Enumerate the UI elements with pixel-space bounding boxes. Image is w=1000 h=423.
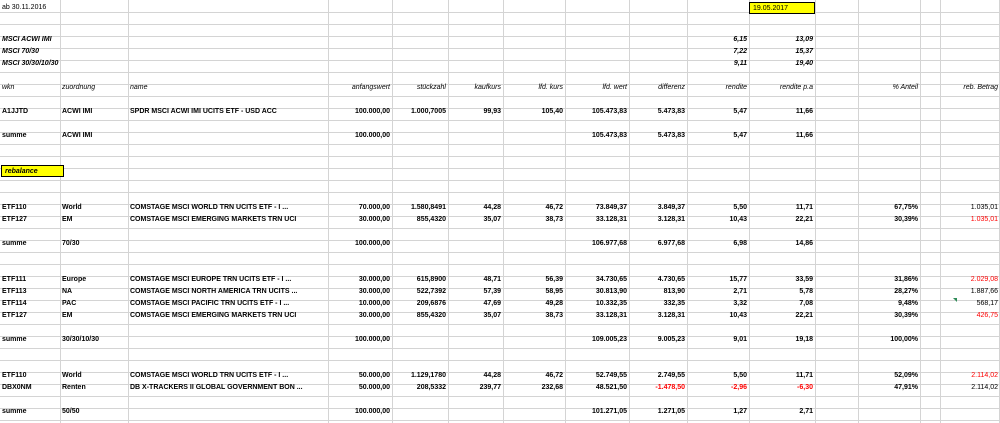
- cell-reb-betrag[interactable]: [940, 406, 1000, 418]
- cell-lfd-kurs[interactable]: [503, 406, 565, 418]
- cell-lfd-kurs[interactable]: [503, 130, 565, 142]
- cell-kaufkurs[interactable]: 35,07: [483, 312, 501, 319]
- grid-row-line: [0, 144, 1000, 145]
- cell-name[interactable]: COMSTAGE MSCI EMERGING MARKETS TRN UCI: [130, 312, 297, 319]
- cell-wkn[interactable]: ETF110: [2, 204, 27, 211]
- cell-lfd-wert[interactable]: 33.128,31: [595, 312, 627, 319]
- cell-wkn[interactable]: A1JJTD: [2, 108, 29, 115]
- header-reb-betrag[interactable]: reb. Betrag: [963, 84, 998, 91]
- cell-reb-betrag[interactable]: [940, 130, 1000, 142]
- grid-row-line: [0, 264, 1000, 265]
- cell-rendite[interactable]: 1,27: [733, 408, 747, 415]
- cell-kaufkurs[interactable]: 48,71: [483, 276, 501, 283]
- cell-differenz[interactable]: 9.005,23: [657, 336, 685, 343]
- cell-rendite[interactable]: 5,50: [733, 372, 747, 379]
- cell-kaufkurs[interactable]: 47,69: [483, 300, 501, 307]
- cell-anteil[interactable]: [858, 406, 920, 418]
- comment-indicator-icon[interactable]: [953, 298, 957, 302]
- table-row: [0, 274, 1000, 286]
- cell-reb-betrag[interactable]: [940, 238, 1000, 250]
- cell-rendite[interactable]: 15,77: [729, 276, 747, 283]
- msci-label[interactable]: MSCI 70/30: [2, 48, 39, 55]
- cell-lfd-kurs[interactable]: 46,72: [545, 204, 563, 211]
- msci-rendite[interactable]: 6,15: [733, 36, 747, 43]
- cell-reb-betrag[interactable]: 2.114,02: [971, 372, 998, 379]
- header-wkn[interactable]: wkn: [2, 84, 15, 91]
- cell-stueckzahl[interactable]: 1.580,8491: [410, 204, 446, 211]
- cell-rendite-pa[interactable]: 2,71: [799, 408, 813, 415]
- cell-anfangswert[interactable]: 70.000,00: [358, 204, 390, 211]
- cell-lfd-wert[interactable]: 48.521,50: [595, 384, 627, 391]
- header-anfangswert[interactable]: anfangswert: [351, 84, 390, 91]
- cell-name[interactable]: [128, 130, 328, 142]
- cell-stueckzahl[interactable]: 1.000,7005: [410, 108, 446, 115]
- cell-anteil[interactable]: [858, 106, 920, 118]
- cell-rendite[interactable]: 2,71: [733, 288, 747, 295]
- grid-row-line: [0, 72, 1000, 73]
- cell-reb-betrag[interactable]: [940, 334, 1000, 346]
- cell-differenz[interactable]: 1.271,05: [657, 408, 685, 415]
- cell-zuordnung[interactable]: 50/50: [62, 408, 80, 415]
- cell-zuordnung[interactable]: EM: [62, 312, 73, 319]
- cell-zuordnung[interactable]: PAC: [62, 300, 77, 307]
- cell-kaufkurs[interactable]: 57,39: [483, 288, 501, 295]
- cell-rendite-pa[interactable]: 11,71: [795, 372, 813, 379]
- table-row: [0, 310, 1000, 322]
- cell-lfd-wert[interactable]: 33.128,31: [595, 216, 627, 223]
- msci-label[interactable]: MSCI ACWI IMI: [2, 36, 52, 43]
- cell-anteil[interactable]: 30,39%: [894, 312, 918, 319]
- header-rendite-pa[interactable]: rendite p.a: [779, 84, 813, 91]
- cell-lfd-kurs[interactable]: 105,40: [541, 108, 563, 115]
- cell-lfd-wert[interactable]: 109.005,23: [591, 336, 627, 343]
- header-lfd-kurs[interactable]: lfd. kurs: [538, 84, 563, 91]
- cell-stueckzahl[interactable]: 615,8900: [416, 276, 446, 283]
- cell-zuordnung[interactable]: World: [62, 204, 82, 211]
- msci-rendite[interactable]: 7,22: [733, 48, 747, 55]
- header-kaufkurs[interactable]: kaufkurs: [474, 84, 501, 91]
- grid-row-line: [0, 252, 1000, 253]
- row-top: [0, 2, 1000, 14]
- cell-zuordnung[interactable]: Europe: [62, 276, 87, 283]
- header-rendite[interactable]: rendite: [725, 84, 747, 91]
- cell-anfangswert[interactable]: 30.000,00: [358, 312, 390, 319]
- grid-row-line: [0, 180, 1000, 181]
- cell-name[interactable]: COMSTAGE MSCI PACIFIC TRN UCITS ETF - I ...: [130, 300, 290, 307]
- grid-row-line: [0, 96, 1000, 97]
- cell-rendite-pa[interactable]: -6,30: [797, 384, 813, 391]
- cell-lfd-kurs[interactable]: 46,72: [545, 372, 563, 379]
- cell-lfd-wert[interactable]: 10.332,35: [595, 300, 627, 307]
- summe-row: [0, 130, 1000, 142]
- cell-rendite[interactable]: 5,47: [733, 108, 747, 115]
- cell-name[interactable]: COMSTAGE MSCI EUROPE TRN UCITS ETF - I ...: [130, 276, 292, 283]
- rebalance-row: [0, 165, 1000, 177]
- cell-rendite[interactable]: 10,43: [729, 216, 747, 223]
- cell-differenz[interactable]: 813,90: [663, 288, 685, 295]
- msci-rendite[interactable]: 9,11: [733, 60, 747, 67]
- cell-rendite-pa[interactable]: 14,86: [795, 240, 813, 247]
- cell-differenz[interactable]: 5.473,83: [657, 108, 685, 115]
- cell-differenz[interactable]: 3.128,31: [657, 312, 685, 319]
- cell-rendite[interactable]: 10,43: [729, 312, 747, 319]
- cell-anfangswert[interactable]: 100.000,00: [354, 240, 390, 247]
- cell-kaufkurs[interactable]: [448, 130, 503, 142]
- cell-differenz[interactable]: 332,35: [663, 300, 685, 307]
- cell-kaufkurs[interactable]: [448, 238, 503, 250]
- cell-name[interactable]: [128, 406, 328, 418]
- cell-lfd-wert[interactable]: 105.473,83: [591, 108, 627, 115]
- cell-rendite-pa[interactable]: 19,18: [795, 336, 813, 343]
- cell-name[interactable]: COMSTAGE MSCI WORLD TRN UCITS ETF - I ...: [130, 372, 289, 379]
- cell-kaufkurs[interactable]: [448, 334, 503, 346]
- cell-lfd-wert[interactable]: 52.749,55: [595, 372, 627, 379]
- grid-row-line: [0, 348, 1000, 349]
- cell-zuordnung[interactable]: ACWI IMI: [62, 108, 93, 115]
- table-row: [0, 370, 1000, 382]
- cell-reb-betrag[interactable]: 426,75: [976, 312, 998, 319]
- cell-kaufkurs[interactable]: 99,93: [483, 108, 501, 115]
- cell-name[interactable]: COMSTAGE MSCI WORLD TRN UCITS ETF - I ...: [130, 204, 289, 211]
- cell-rendite[interactable]: 6,98: [733, 240, 747, 247]
- cell-lfd-wert[interactable]: 106.977,68: [591, 240, 627, 247]
- cell-wkn[interactable]: ETF113: [2, 288, 27, 295]
- cell-wkn[interactable]: ETF111: [2, 276, 27, 283]
- cell-anteil[interactable]: 100,00%: [890, 336, 918, 343]
- header-stueckzahl[interactable]: stückzahl: [416, 84, 446, 91]
- header-differenz[interactable]: differenz: [658, 84, 685, 91]
- grid-row-line: [0, 360, 1000, 361]
- cell-lfd-kurs[interactable]: 232,68: [541, 384, 563, 391]
- cell-stueckzahl[interactable]: 855,4320: [416, 216, 446, 223]
- cell-zuordnung[interactable]: NA: [62, 288, 73, 295]
- header-row: [0, 82, 1000, 94]
- cell-lfd-kurs[interactable]: [503, 334, 565, 346]
- cell-anteil[interactable]: 30,39%: [894, 216, 918, 223]
- grid-row-line: [0, 192, 1000, 193]
- cell-lfd-wert[interactable]: 30.813,90: [595, 288, 627, 295]
- cell-reb-betrag[interactable]: 568,17: [976, 300, 998, 307]
- cell-differenz[interactable]: 3.849,37: [657, 204, 685, 211]
- cell-name[interactable]: COMSTAGE MSCI EMERGING MARKETS TRN UCI: [130, 216, 297, 223]
- cell-rendite[interactable]: 5,47: [733, 132, 747, 139]
- cell-anteil[interactable]: 67,75%: [894, 204, 918, 211]
- grid-row-line: [0, 396, 1000, 397]
- cell-wkn[interactable]: DBX0NM: [2, 384, 32, 391]
- cell-lfd-kurs[interactable]: 49,28: [545, 300, 563, 307]
- cell-zuordnung[interactable]: 70/30: [62, 240, 80, 247]
- cell-zuordnung[interactable]: EM: [62, 216, 73, 223]
- cell-zuordnung[interactable]: Renten: [62, 384, 86, 391]
- cell-stueckzahl[interactable]: 1.129,1780: [410, 372, 446, 379]
- msci-rendite-pa[interactable]: 19,40: [795, 60, 813, 67]
- cell-anfangswert[interactable]: 30.000,00: [358, 276, 390, 283]
- start-date-label[interactable]: ab 30.11.2016: [2, 4, 47, 11]
- cell-lfd-kurs[interactable]: 38,73: [545, 312, 563, 319]
- cell-rendite-pa[interactable]: 11,71: [795, 204, 813, 211]
- cell-wkn[interactable]: ETF110: [2, 372, 27, 379]
- grid-row-line: [0, 420, 1000, 421]
- msci-row: [0, 58, 1000, 70]
- cell-kaufkurs[interactable]: 44,28: [483, 204, 501, 211]
- cell-anfangswert[interactable]: 10.000,00: [358, 300, 390, 307]
- table-row: [0, 106, 1000, 118]
- cell-stueckzahl[interactable]: [392, 130, 448, 142]
- cell-anteil[interactable]: 47,91%: [894, 384, 918, 391]
- grid-row-line: [0, 324, 1000, 325]
- table-row: [0, 298, 1000, 310]
- cell-rendite-pa[interactable]: 7,08: [799, 300, 813, 307]
- grid-row-line: [0, 120, 1000, 121]
- cell-stueckzahl[interactable]: 208,5332: [416, 384, 446, 391]
- cell-rendite[interactable]: 3,32: [733, 300, 747, 307]
- cell-differenz[interactable]: 6.977,68: [657, 240, 685, 247]
- cell-stueckzahl[interactable]: [392, 334, 448, 346]
- cell-reb-betrag[interactable]: 2.029,08: [970, 276, 998, 283]
- header-lfd-wert[interactable]: lfd. wert: [602, 84, 627, 91]
- cell-name[interactable]: [128, 334, 328, 346]
- cell-lfd-wert[interactable]: 34.730,65: [595, 276, 627, 283]
- cell-stueckzahl[interactable]: 855,4320: [416, 312, 446, 319]
- msci-rendite-pa[interactable]: 15,37: [795, 48, 813, 55]
- cell-wkn[interactable]: summe: [2, 408, 27, 415]
- summe-row: [0, 334, 1000, 346]
- table-row: [0, 286, 1000, 298]
- cell-wkn[interactable]: ETF114: [2, 300, 27, 307]
- cell-stueckzahl[interactable]: [392, 406, 448, 418]
- cell-lfd-kurs[interactable]: 38,73: [545, 216, 563, 223]
- cell-reb-betrag[interactable]: [940, 106, 1000, 118]
- cell-anteil[interactable]: 28,27%: [894, 288, 918, 295]
- cell-reb-betrag[interactable]: 2.114,02: [971, 384, 998, 391]
- cell-rendite[interactable]: 9,01: [733, 336, 747, 343]
- table-row: [0, 382, 1000, 394]
- header-zuordnung[interactable]: zuordnung: [62, 84, 96, 91]
- cell-anfangswert[interactable]: 100.000,00: [354, 408, 390, 415]
- cell-name[interactable]: [128, 238, 328, 250]
- cell-anteil[interactable]: [858, 238, 920, 250]
- cell-anteil[interactable]: [858, 130, 920, 142]
- msci-row: [0, 34, 1000, 46]
- cell-anfangswert[interactable]: 100.000,00: [354, 336, 390, 343]
- cell-anfangswert[interactable]: 30.000,00: [358, 288, 390, 295]
- cell-differenz[interactable]: 5.473,83: [657, 132, 685, 139]
- cell-differenz[interactable]: 3.128,31: [657, 216, 685, 223]
- table-row: [0, 202, 1000, 214]
- cell-zuordnung[interactable]: ACWI IMI: [62, 132, 93, 139]
- cell-lfd-kurs[interactable]: 56,39: [545, 276, 563, 283]
- cell-stueckzahl[interactable]: 522,7392: [416, 288, 446, 295]
- grid-row-line: [0, 228, 1000, 229]
- cell-anteil[interactable]: 52,09%: [894, 372, 918, 379]
- cell-anteil[interactable]: 9,48%: [898, 300, 918, 307]
- cell-reb-betrag[interactable]: 1.035,01: [970, 216, 998, 223]
- msci-label[interactable]: MSCI 30/30/10/30: [2, 60, 59, 67]
- date-box[interactable]: 19.05.2017: [749, 2, 815, 14]
- cell-kaufkurs[interactable]: [448, 406, 503, 418]
- cell-reb-betrag[interactable]: 1.887,66: [970, 288, 998, 295]
- summe-row: [0, 238, 1000, 250]
- cell-rendite-pa[interactable]: 33,59: [795, 276, 813, 283]
- cell-anfangswert[interactable]: 50.000,00: [358, 372, 390, 379]
- header-name[interactable]: name: [130, 84, 148, 91]
- cell-lfd-wert[interactable]: 101.271,05: [591, 408, 627, 415]
- cell-wkn[interactable]: ETF127: [2, 216, 27, 223]
- cell-wkn[interactable]: summe: [2, 240, 27, 247]
- cell-stueckzahl[interactable]: [392, 238, 448, 250]
- cell-anfangswert[interactable]: 100.000,00: [354, 108, 390, 115]
- cell-name[interactable]: COMSTAGE MSCI NORTH AMERICA TRN UCITS ...: [130, 288, 298, 295]
- cell-lfd-kurs[interactable]: 58,95: [545, 288, 563, 295]
- cell-rendite-pa[interactable]: 5,78: [799, 288, 813, 295]
- cell-differenz[interactable]: -1.478,50: [655, 384, 685, 391]
- cell-wkn[interactable]: summe: [2, 336, 27, 343]
- cell-rendite-pa[interactable]: 11,66: [795, 132, 813, 139]
- cell-rendite-pa[interactable]: 22,21: [795, 312, 813, 319]
- cell-anfangswert[interactable]: 30.000,00: [358, 216, 390, 223]
- cell-rendite[interactable]: 5,50: [733, 204, 747, 211]
- cell-name[interactable]: DB X-TRACKERS II GLOBAL GOVERNMENT BON ...: [130, 384, 303, 391]
- cell-lfd-kurs[interactable]: [503, 238, 565, 250]
- cell-anteil[interactable]: 31,86%: [894, 276, 918, 283]
- cell-rendite-pa[interactable]: 22,21: [795, 216, 813, 223]
- cell-anfangswert[interactable]: 50.000,00: [358, 384, 390, 391]
- cell-zuordnung[interactable]: 30/30/10/30: [62, 336, 99, 343]
- cell-zuordnung[interactable]: World: [62, 372, 82, 379]
- cell-kaufkurs[interactable]: 239,77: [479, 384, 501, 391]
- cell-lfd-wert[interactable]: 105.473,83: [591, 132, 627, 139]
- grid-row-line: [0, 156, 1000, 157]
- cell-differenz[interactable]: 2.749,55: [657, 372, 685, 379]
- cell-wkn[interactable]: summe: [2, 132, 27, 139]
- msci-row: [0, 46, 1000, 58]
- summe-row: [0, 406, 1000, 418]
- cell-kaufkurs[interactable]: 44,28: [483, 372, 501, 379]
- cell-rendite-pa[interactable]: 11,66: [795, 108, 813, 115]
- cell-wkn[interactable]: ETF127: [2, 312, 27, 319]
- cell-rendite[interactable]: -2,96: [731, 384, 747, 391]
- cell-differenz[interactable]: 4.730,65: [657, 276, 685, 283]
- cell-anfangswert[interactable]: 100.000,00: [354, 132, 390, 139]
- cell-kaufkurs[interactable]: 35,07: [483, 216, 501, 223]
- cell-stueckzahl[interactable]: 209,6876: [416, 300, 446, 307]
- header-anteil[interactable]: % Anteil: [892, 84, 918, 91]
- grid-row-line: [0, 24, 1000, 25]
- cell-name[interactable]: SPDR MSCI ACWI IMI UCITS ETF - USD ACC: [130, 108, 277, 115]
- cell-reb-betrag[interactable]: 1.035,01: [970, 204, 998, 211]
- table-row: [0, 214, 1000, 226]
- cell-lfd-wert[interactable]: 73.849,37: [595, 204, 627, 211]
- msci-rendite-pa[interactable]: 13,09: [795, 36, 813, 43]
- rebalance-label[interactable]: rebalance: [1, 165, 64, 177]
